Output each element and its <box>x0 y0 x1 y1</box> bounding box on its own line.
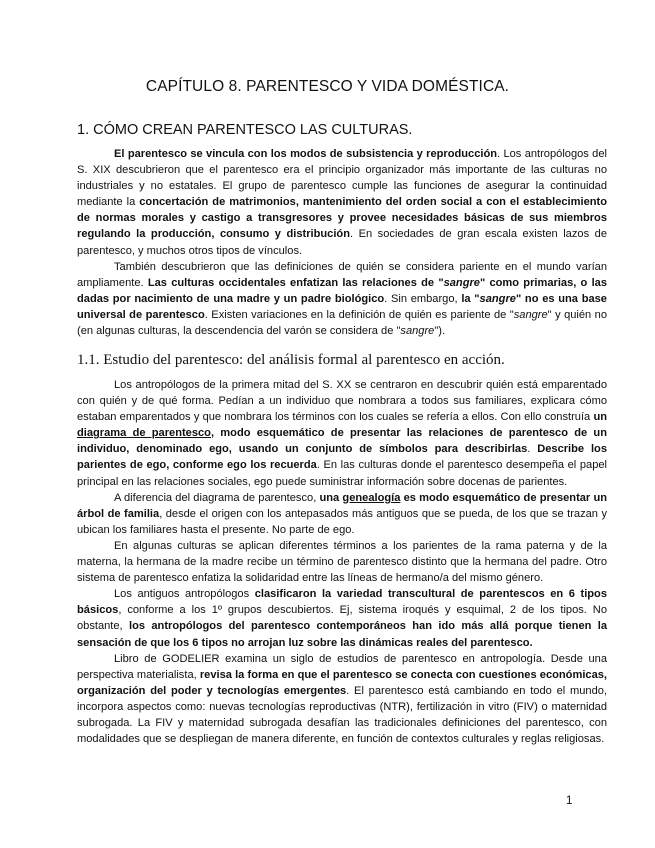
bold-underlined-term: genealogía <box>342 491 401 504</box>
section-1-1-body <box>77 377 607 747</box>
bold-text: " no es una base universal de parentesco <box>77 292 607 321</box>
text-run: . En sociedades de gran escala existen lazos de parentesco, y muchos otros tipos de vínculos. <box>77 228 607 257</box>
paragraph <box>77 490 607 538</box>
bold-text: Las culturas occidentales enfatizan las relaciones de " <box>147 276 444 289</box>
italic-text: sangre <box>513 308 548 321</box>
bold-text: El parentesco se vincula con los modos de subsistencia y reproducción <box>114 148 498 160</box>
text-run: "). <box>434 325 446 338</box>
text-run: Libro de GODELIER examina un siglo de estudios de parentesco en antropología. Desde una perspectiva materialista, <box>77 652 607 681</box>
bold-text: es modo esquemático de presentar un árbol de familia <box>77 491 608 520</box>
bold-underlined-term: diagrama de parentesco <box>77 427 211 440</box>
bold-text: clasificaron la variedad transcultural de parentescos en 6 tipos básicos <box>77 588 607 617</box>
bold-text: un <box>593 411 607 424</box>
text-run: Los antropólogos de la primera mitad del S. XX se centraron en descubrir quién está emparentado con quién y de qué forma. Pedían a un individuo que nombrara a todos sus familiares, explicara cómo estaban emparentados y que nombrara los términos con los cuales se refería a ellos. Con ello construía <box>77 379 607 424</box>
text-run: . El parentesco está cambiando en todo el mundo, incorpora aspectos como: nuevas tecnologías reproductivas (NTR), fertilización in vitro (FIV) o maternidad subrogada. La FIV y maternidad subrogada desafían las tradicionales definiciones del parentesco, con modalidades que se despliegan de manera diferente, en función de contextos culturales y reglas religiosas. <box>77 684 607 746</box>
bold-text: los antropólogos del parentesco contemporáneos han ido más allá porque tienen la sensación de que los 6 tipos no arrojan luz sobre las dinámicas reales del parentesco. <box>77 620 607 649</box>
section-heading-1: 1. CÓMO CREAN PARENTESCO LAS CULTURAS. <box>77 122 413 138</box>
section-heading-1-1: 1.1. Estudio del parentesco: del análisis formal al parentesco en acción. <box>77 352 505 368</box>
paragraph <box>77 259 607 339</box>
paragraph <box>77 377 607 490</box>
bold-text: revisa la forma en que el parentesco se conecta con cuestiones económicas, organización del poder y tecnologías emergentes <box>77 668 607 697</box>
bold-text: Describe los parientes de ego, conforme ego los recuerda <box>77 443 607 472</box>
text-run: , conforme a los 1º grupos descubiertos. Ej, sistema iroqués y esquimal, 2 de los tipos. No obstante, <box>77 604 607 633</box>
bold-text: " como primarias, o las dadas por nacimiento de una madre y un padre biológico <box>77 276 607 305</box>
paragraph <box>77 651 607 748</box>
text-run: . Existen variaciones en la definición de quién es pariente de " <box>204 308 514 321</box>
text-run: También descubrieron que las definiciones de quién se considera pariente en el mundo varían ampliamente. <box>77 260 607 289</box>
text-run: . En las culturas donde el parentesco desempeña el papel principal en las relaciones sociales, ego puede suministrar información sobre docenas de parientes. <box>77 459 608 488</box>
text-run: " y quién no (en algunas culturas, la descendencia del varón se considera de " <box>77 308 608 338</box>
bold-text: una <box>319 491 343 504</box>
text-run: , desde el origen con los antepasados más antiguos que se pueda, de los que se trazan y ubican los familiares hasta el presente. No parte de ego. <box>77 507 607 536</box>
text-run: . <box>527 443 538 456</box>
bold-text: , modo esquemático de presentar las relaciones de parentesco de un individuo, denominado ego, usando un conjunto de símbolos para describirlas <box>77 427 607 456</box>
text-run: En algunas culturas se aplican diferentes términos a los parientes de la rama paterna y de la materna, la hermana de la madre recibe un término de parentesco distinto que la hermana del padre. Otro sistema de parentesco enfatiza la solidaridad entre las líneas de hermano/a del mismo género. <box>77 539 607 585</box>
paragraph <box>77 586 607 650</box>
bold-italic-text: sangre <box>443 276 480 289</box>
text-run: Los antiguos antropólogos <box>114 588 255 601</box>
paragraph <box>77 538 607 586</box>
paragraph <box>77 146 607 259</box>
chapter-title: CAPÍTULO 8. PARENTESCO Y VIDA DOMÉSTICA. <box>145 78 510 95</box>
bold-text: concertación de matrimonios, mantenimiento del orden social a con el establecimiento de normas morales y castigo a transgresores y provee necesidades básicas de sus miembros regulando la producción, consumo y distribución <box>77 196 607 241</box>
section-1-body <box>77 146 607 339</box>
text-run: . Sin embargo, <box>384 292 462 305</box>
bold-italic-text: sangre <box>479 292 516 305</box>
text-run: A diferencia del diagrama de parentesco, <box>114 491 320 504</box>
page-number: 1 <box>566 795 573 807</box>
bold-text: la " <box>461 292 480 305</box>
italic-text: sangre <box>400 325 435 338</box>
text-run: . Los antropólogos del S. XIX descubrieron que el parentesco era el principio organizador más importante de las culturas no industriales y no estatales. El grupo de parentesco cumple las funciones de asegurar la continuidad mediante la <box>77 148 607 209</box>
